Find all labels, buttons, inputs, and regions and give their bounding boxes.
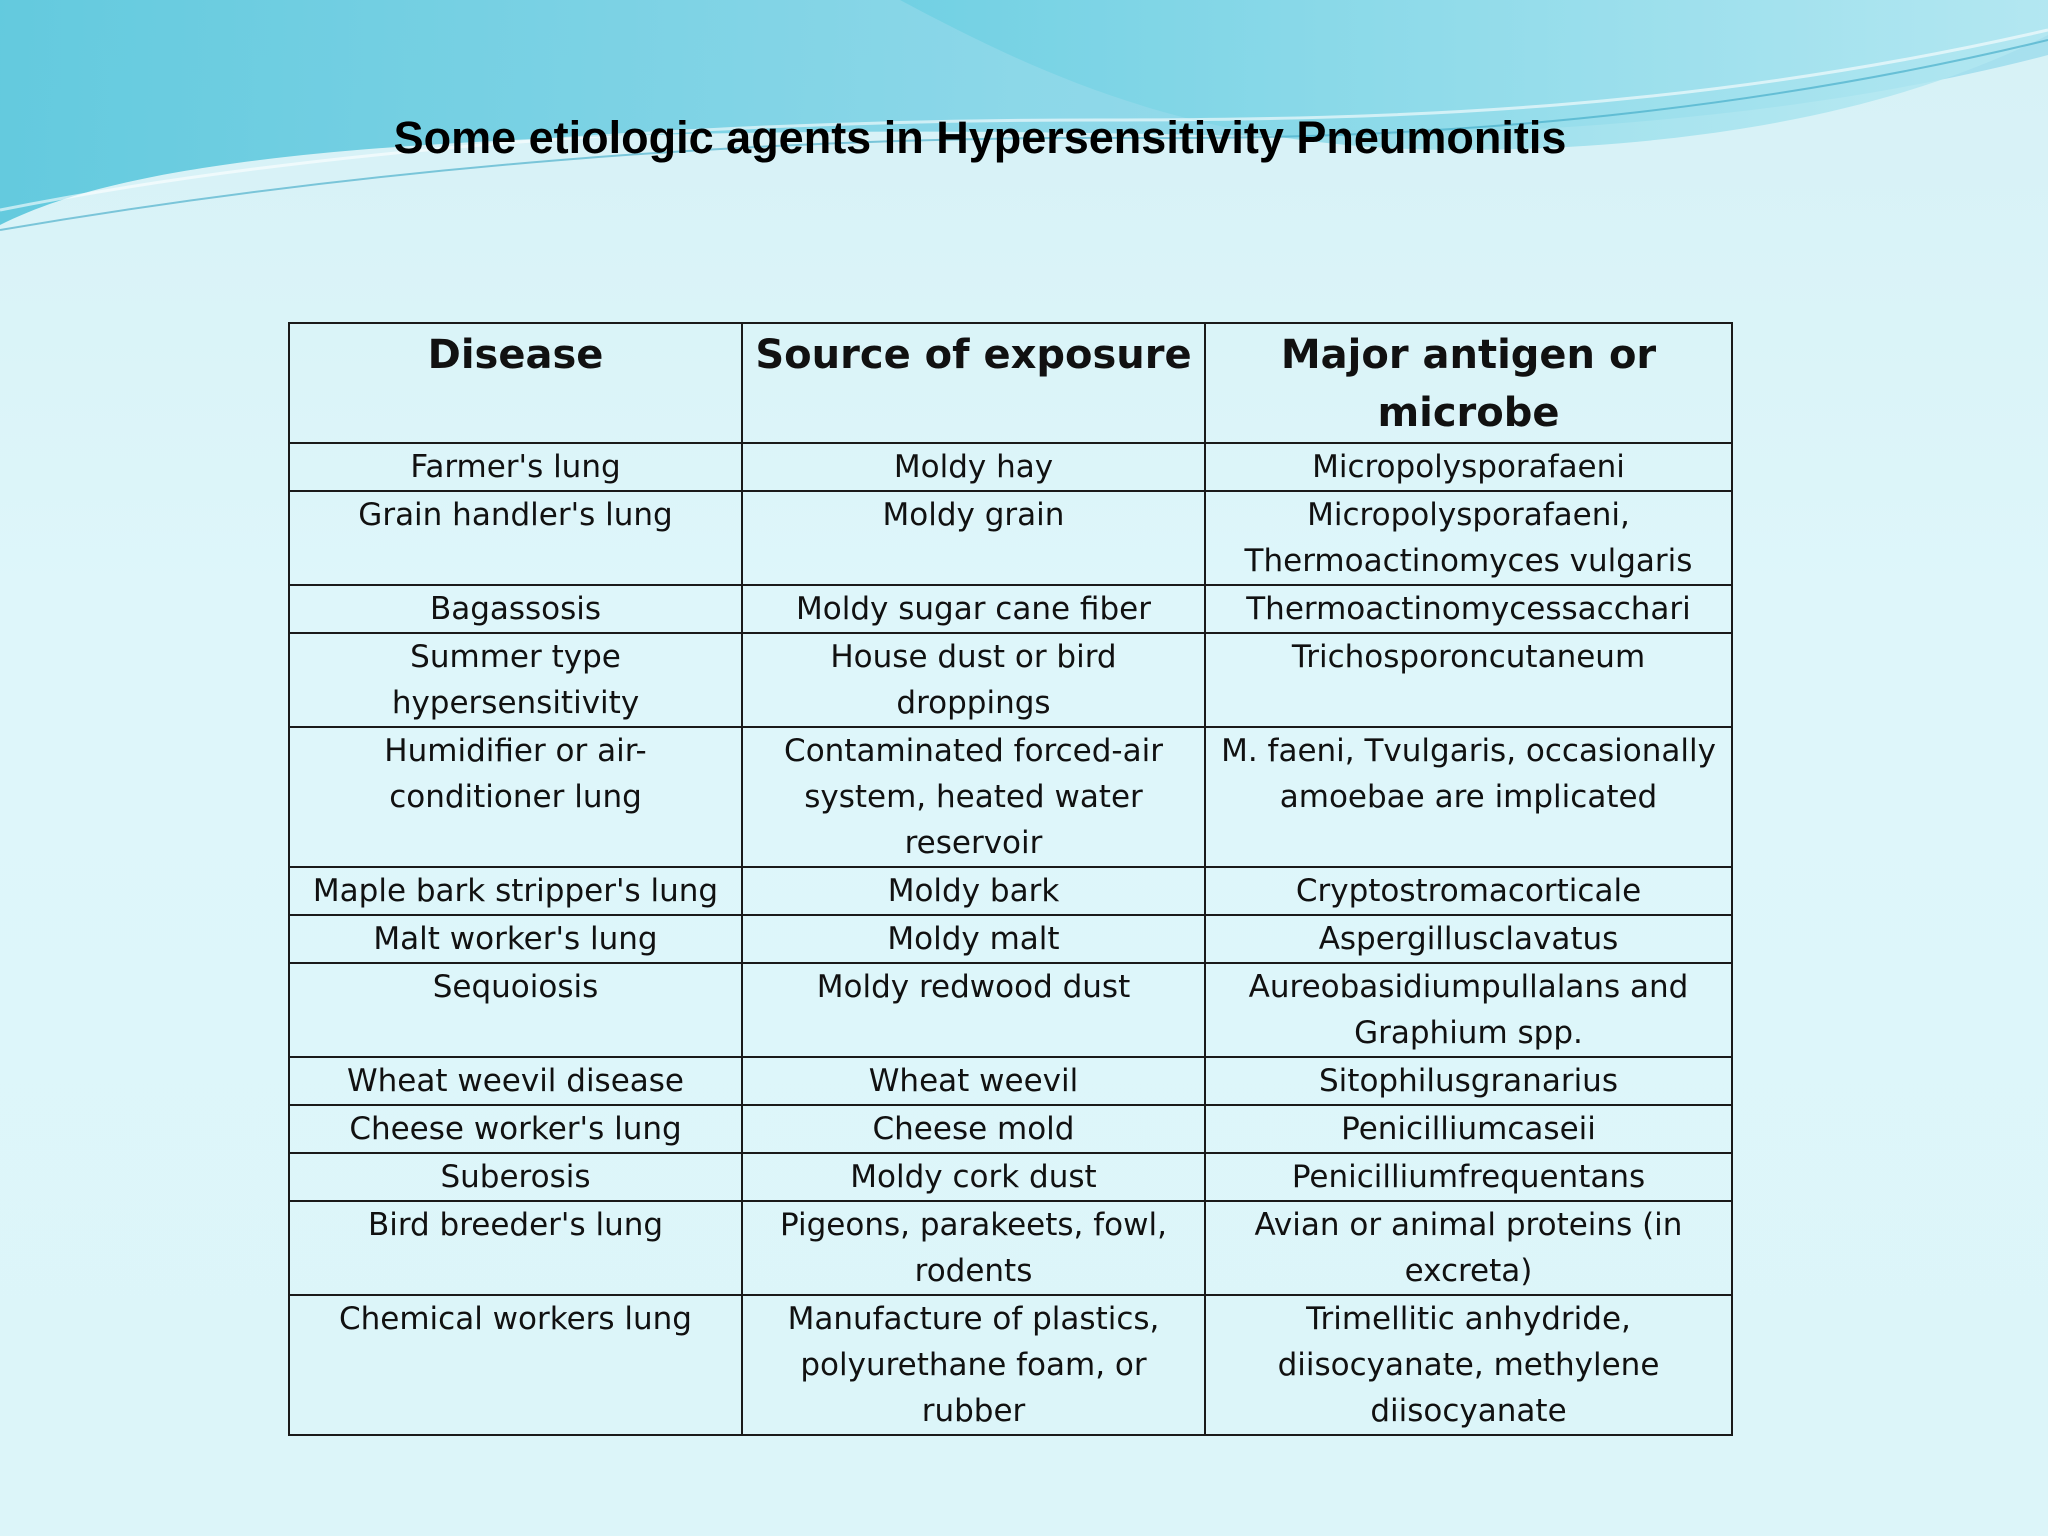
slide-title: Some etiologic agents in Hypersensitivity Pneumonitis — [393, 112, 1567, 163]
table-row — [289, 1201, 1732, 1295]
table-row — [289, 727, 1732, 867]
cell-source: Moldy hay — [742, 443, 1205, 491]
table-row — [289, 1057, 1732, 1105]
cell-antigen: Avian or animal proteins (in excreta) — [1205, 1201, 1732, 1295]
table-row — [289, 915, 1732, 963]
cell-source: Moldy bark — [742, 867, 1205, 915]
cell-disease: Bagassosis — [289, 585, 742, 633]
cell-disease: Humidifier or air-conditioner lung — [289, 727, 742, 867]
table-row — [289, 585, 1732, 633]
cell-antigen: Micropolysporafaeni, Thermoactinomyces vulgaris — [1205, 491, 1732, 585]
cell-disease: Wheat weevil disease — [289, 1057, 742, 1105]
cell-source: Cheese mold — [742, 1105, 1205, 1153]
table-row — [289, 1153, 1732, 1201]
cell-source: Manufacture of plastics, polyurethane foam, or rubber — [742, 1295, 1205, 1435]
cell-source: Moldy redwood dust — [742, 963, 1205, 1057]
cell-antigen: Penicilliumfrequentans — [1205, 1153, 1732, 1201]
cell-disease: Suberosis — [289, 1153, 742, 1201]
cell-antigen: M. faeni, Tvulgaris, occasionally amoebae are implicated — [1205, 727, 1732, 867]
agents-table — [288, 322, 1733, 1436]
cell-source: Moldy malt — [742, 915, 1205, 963]
cell-disease: Malt worker's lung — [289, 915, 742, 963]
table-row — [289, 443, 1732, 491]
cell-disease: Summer type hypersensitivity — [289, 633, 742, 727]
cell-antigen: Trichosporoncutaneum — [1205, 633, 1732, 727]
agents-table-container — [288, 322, 1731, 1436]
cell-disease: Maple bark stripper's lung — [289, 867, 742, 915]
cell-source: Moldy sugar cane fiber — [742, 585, 1205, 633]
table-row — [289, 1295, 1732, 1435]
cell-antigen: Penicilliumcaseii — [1205, 1105, 1732, 1153]
cell-antigen: Thermoactinomycessacchari — [1205, 585, 1732, 633]
cell-antigen: Sitophilusgranarius — [1205, 1057, 1732, 1105]
table-header-row — [289, 323, 1732, 443]
cell-disease: Farmer's lung — [289, 443, 742, 491]
cell-antigen: Cryptostromacorticale — [1205, 867, 1732, 915]
table-row — [289, 491, 1732, 585]
header-disease: Disease — [289, 323, 742, 443]
header-source: Source of exposure — [742, 323, 1205, 443]
cell-source: Wheat weevil — [742, 1057, 1205, 1105]
table-row — [289, 1105, 1732, 1153]
header-antigen: Major antigen or microbe — [1205, 323, 1732, 443]
table-row — [289, 867, 1732, 915]
cell-source: Pigeons, parakeets, fowl, rodents — [742, 1201, 1205, 1295]
cell-source: Moldy grain — [742, 491, 1205, 585]
cell-disease: Grain handler's lung — [289, 491, 742, 585]
cell-disease: Sequoiosis — [289, 963, 742, 1057]
cell-disease: Bird breeder's lung — [289, 1201, 742, 1295]
cell-disease: Chemical workers lung — [289, 1295, 742, 1435]
cell-antigen: Aspergillusclavatus — [1205, 915, 1732, 963]
cell-antigen: Micropolysporafaeni — [1205, 443, 1732, 491]
cell-disease: Cheese worker's lung — [289, 1105, 742, 1153]
cell-source: House dust or bird droppings — [742, 633, 1205, 727]
cell-antigen: Aureobasidiumpullalans and Graphium spp. — [1205, 963, 1732, 1057]
table-row — [289, 963, 1732, 1057]
cell-source: Contaminated forced-air system, heated water reservoir — [742, 727, 1205, 867]
cell-antigen: Trimellitic anhydride, diisocyanate, methylene diisocyanate — [1205, 1295, 1732, 1435]
cell-source: Moldy cork dust — [742, 1153, 1205, 1201]
table-row — [289, 633, 1732, 727]
